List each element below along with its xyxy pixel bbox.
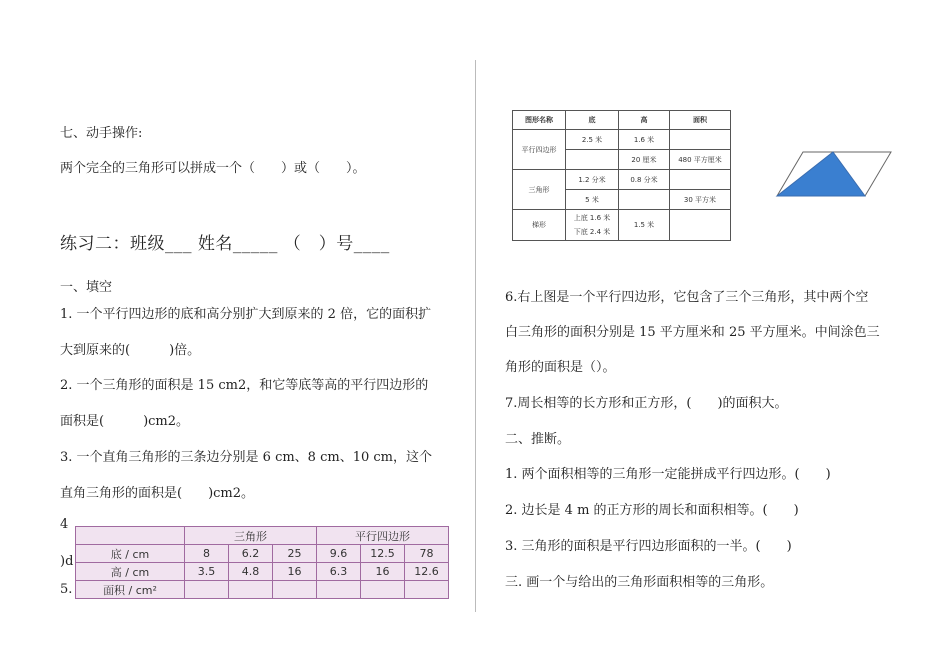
- label-trapezoid: 梯形: [513, 210, 566, 241]
- q2-line1: 2. 一个三角形的面积是 15 cm2，和它等底等高的平行四边形的: [60, 378, 429, 393]
- row-label-base: 底 / cm: [76, 545, 185, 563]
- q4-prefix: 4: [60, 517, 69, 532]
- cell: 20 厘米: [619, 150, 670, 170]
- base-cell: 6.2: [229, 545, 273, 563]
- cell: 1.2 分米: [566, 170, 619, 190]
- header-area: 面积: [670, 111, 731, 130]
- base-cell: 9.6: [317, 545, 361, 563]
- height-cell: 6.3: [317, 563, 361, 581]
- height-cell: 16: [361, 563, 405, 581]
- q2-line2: 面积是( )cm2。: [60, 414, 190, 429]
- exercise-title: 练习二：班级___ 姓名_____ （ ）号____: [60, 234, 390, 254]
- q3-line2: 直角三角形的面积是( )cm2。: [60, 486, 255, 501]
- area-fill-table: [75, 526, 449, 599]
- shape-area-table: [512, 110, 731, 241]
- base-cell: 8: [185, 545, 229, 563]
- cell[interactable]: [619, 190, 670, 210]
- header-base: 底: [566, 111, 619, 130]
- base-cell: 12.5: [361, 545, 405, 563]
- part1-heading: 一、填空: [60, 280, 113, 295]
- area-cell[interactable]: [229, 581, 273, 599]
- area-cell[interactable]: [317, 581, 361, 599]
- height-cell: 4.8: [229, 563, 273, 581]
- q6-line1: 6.右上图是一个平行四边形，它包含了三个三角形，其中两个空: [505, 290, 869, 305]
- q6-line2: 白三角形的面积分别是 15 平方厘米和 25 平方厘米。中间涂色三: [505, 325, 880, 340]
- cell: 5 米: [566, 190, 619, 210]
- q4-tail: )d: [60, 554, 74, 569]
- cell: 0.8 分米: [619, 170, 670, 190]
- column-divider: [475, 60, 476, 612]
- judge-2: 2. 边长是 4 m 的正方形的周长和面积相等。( ): [505, 503, 799, 518]
- row-label-area: 面积 / cm²: [76, 581, 185, 599]
- part2-heading: 二、推断。: [505, 432, 571, 447]
- part3-heading: 三. 画一个与给出的三角形面积相等的三角形。: [505, 575, 774, 590]
- area-cell[interactable]: [405, 581, 449, 599]
- cell[interactable]: [670, 130, 731, 150]
- q6-line3: 角形的面积是（）。: [505, 360, 616, 375]
- q3-line1: 3. 一个直角三角形的三条边分别是 6 cm、8 cm、10 cm，这个: [60, 450, 432, 465]
- area-cell[interactable]: [273, 581, 317, 599]
- area-cell[interactable]: [185, 581, 229, 599]
- height-cell: 16: [273, 563, 317, 581]
- area-cell[interactable]: [361, 581, 405, 599]
- cell: 1.5 米: [619, 210, 670, 241]
- cell[interactable]: [670, 210, 731, 241]
- trapezoid-bottom-base: 下底 2.4 米: [573, 228, 611, 236]
- judge-1: 1. 两个面积相等的三角形一定能拼成平行四边形。( ): [505, 467, 831, 482]
- label-parallelogram: 平行四边形: [513, 130, 566, 170]
- cell[interactable]: [566, 150, 619, 170]
- base-cell: 25: [273, 545, 317, 563]
- cell[interactable]: [670, 170, 731, 190]
- q1-line2: 大到原来的( )倍。: [60, 343, 201, 358]
- header-shape-name: 图形名称: [513, 111, 566, 130]
- cell-trapezoid-bases: [566, 210, 619, 241]
- row-label-height: 高 / cm: [76, 563, 185, 581]
- judge-3: 3. 三角形的面积是平行四边形面积的一半。( ): [505, 539, 792, 554]
- table-corner: [76, 527, 185, 545]
- cell: 1.6 米: [619, 130, 670, 150]
- cell: 480 平方厘米: [670, 150, 731, 170]
- group-triangle: 三角形: [185, 527, 317, 545]
- q5-prefix: 5.: [60, 582, 73, 597]
- height-cell: 12.6: [405, 563, 449, 581]
- trapezoid-top-base: 上底 1.6 米: [573, 214, 611, 222]
- label-triangle: 三角形: [513, 170, 566, 210]
- section7-text: 两个完全的三角形可以拼成一个（ ）或（ ）。: [60, 161, 366, 176]
- height-cell: 3.5: [185, 563, 229, 581]
- section7-heading: 七、动手操作:: [60, 126, 143, 141]
- group-parallelogram: 平行四边形: [317, 527, 449, 545]
- parallelogram-figure: [775, 148, 895, 200]
- cell: 30 平方米: [670, 190, 731, 210]
- base-cell: 78: [405, 545, 449, 563]
- q7: 7.周长相等的长方形和正方形，( )的面积大。: [505, 396, 788, 411]
- q1-line1: 1. 一个平行四边形的底和高分别扩大到原来的 2 倍，它的面积扩: [60, 307, 432, 322]
- cell: 2.5 米: [566, 130, 619, 150]
- header-height: 高: [619, 111, 670, 130]
